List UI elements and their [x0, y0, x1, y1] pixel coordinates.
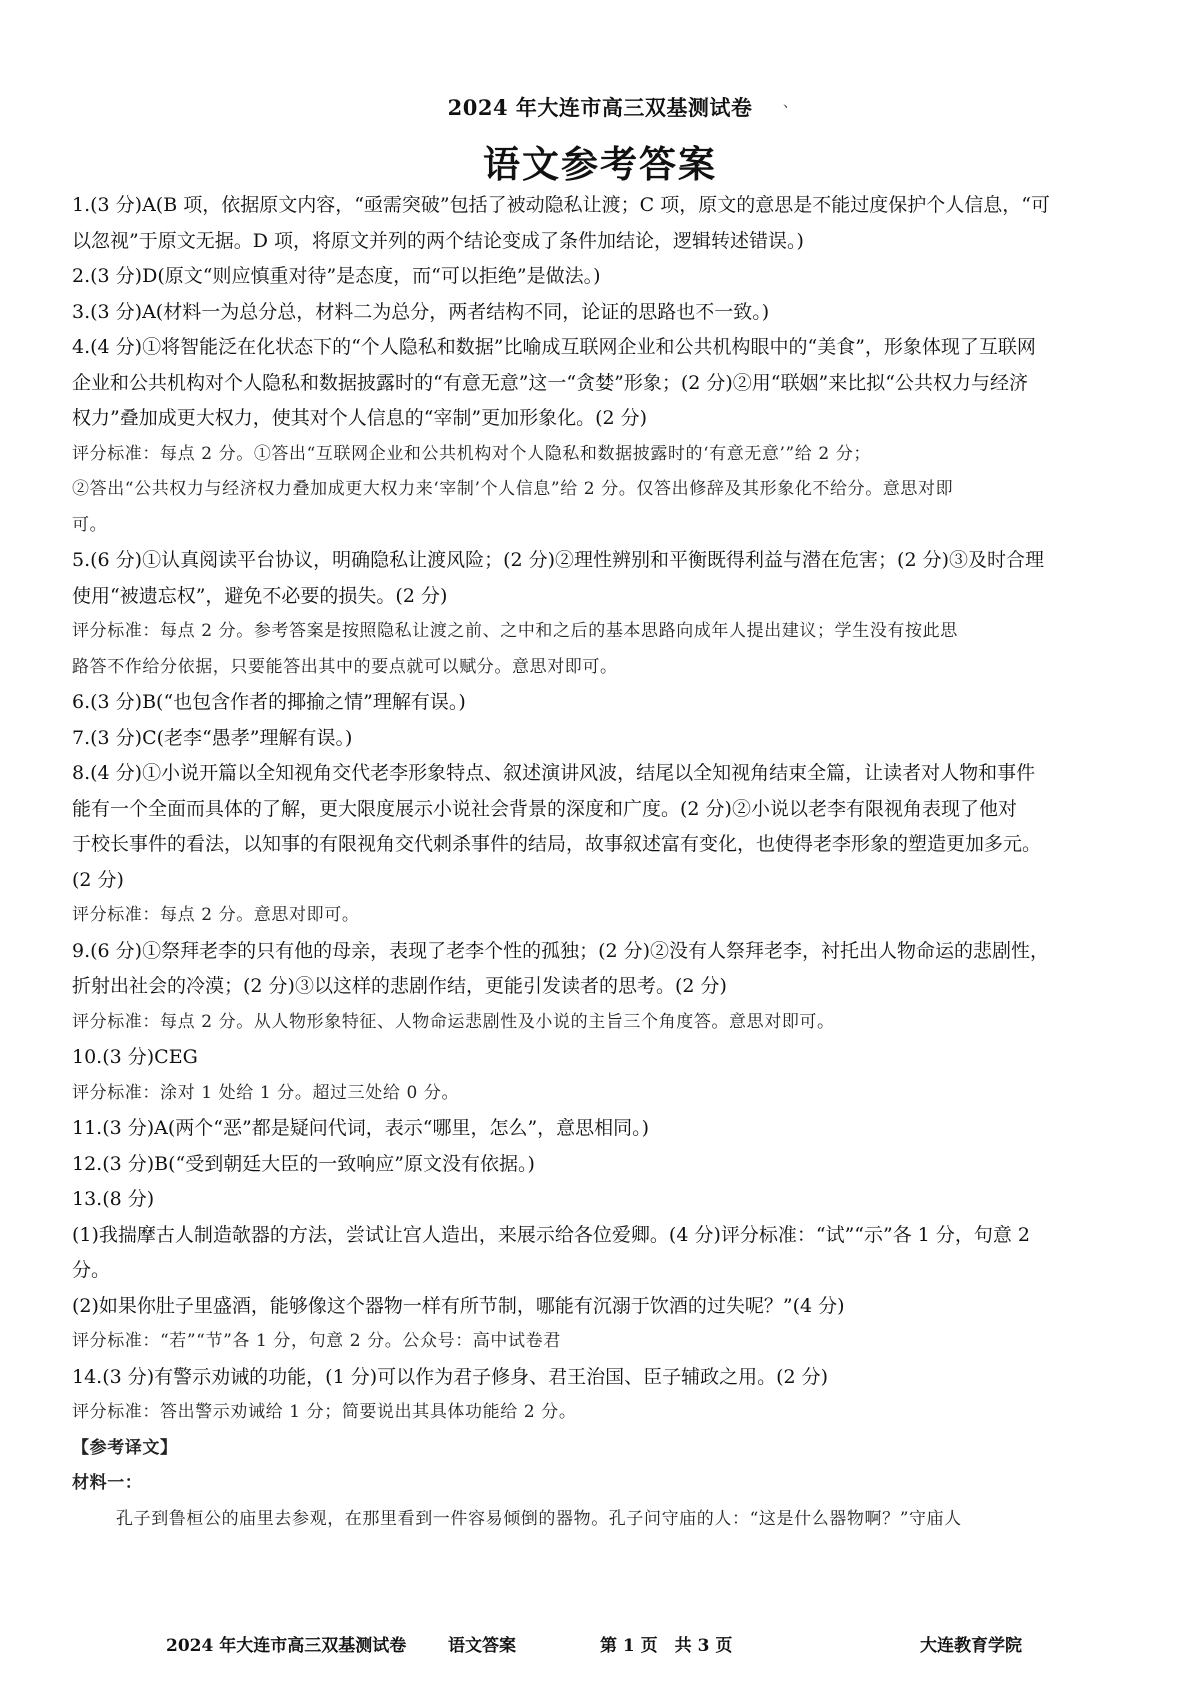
- scoring-standard-line: 评分标准：涂对 1 处给 1 分。超过三处给 0 分。: [72, 1082, 460, 1103]
- answer-line: 12.(3 分)B(“受到朝廷大臣的一致响应”原文没有依据。): [72, 1152, 535, 1175]
- answer-line: 企业和公共机构对个人隐私和数据披露时的“有意无意”这一“贪婪”形象；(2 分)②用“联姻”来比拟“公共权力与经济: [72, 371, 1028, 394]
- scoring-standard-line: 评分标准：“若”“节”各 1 分，句意 2 分。公众号：高中试卷君: [72, 1331, 561, 1351]
- page-footer: [0, 1631, 1200, 1661]
- answer-line: 6.(3 分)B(“也包含作者的揶揄之情”理解有误。): [72, 691, 466, 713]
- answer-line: 分。: [72, 1259, 111, 1281]
- answer-line: 5.(6 分)①认真阅读平台协议，明确隐私让渡风险；(2 分)②理性辨别和平衡既得利益与潜在危害；(2 分)③及时合理: [72, 549, 1044, 571]
- footer-organization: 大连教育学院: [920, 1636, 1022, 1656]
- scoring-standard-line: ②答出“公共权力与经济权力叠加成更大权力来‘宰制’个人信息”给 2 分。仅答出修辞及其形象化不给分。意思对即: [72, 479, 954, 499]
- section-subheading: 材料一：: [72, 1473, 143, 1493]
- answer-line: 于校长事件的看法，以知事的有限视角交代刺杀事件的结局，故事叙述富有变化，也使得老李形象的塑造更加多元。: [72, 833, 1042, 855]
- answer-content: [72, 188, 1130, 1537]
- answer-line: 使用“被遗忘权”，避免不必要的损失。(2 分): [72, 584, 448, 607]
- document-title: 语文参考答案: [483, 142, 717, 186]
- answer-line: 能有一个全面而具体的了解，更大限度展示小说社会背景的深度和广度。(2 分)②小说以老李有限视角表现了他对: [72, 797, 1017, 820]
- answer-line: 折射出社会的冷漠；(2 分)③以这样的悲剧作结，更能引发读者的思考。(2 分): [72, 975, 727, 997]
- answer-line: 权力”叠加成更大权力，使其对个人信息的“宰制”更加形象化。(2 分): [72, 407, 648, 429]
- answer-line: 1.(3 分)A(B 项，依据原文内容，“亟需突破”包括了被动隐私让渡；C 项，原文的意思是不能过度保护个人信息，“可: [72, 194, 1050, 216]
- scoring-standard-line: 评分标准：答出警示劝诫给 1 分；简要说出其具体功能给 2 分。: [72, 1402, 577, 1422]
- answer-line: 14.(3 分)有警示劝诫的功能，(1 分)可以作为君子修身、君王治国、臣子辅政之用。(2 分): [72, 1365, 829, 1388]
- scoring-standard-line: 评分标准：每点 2 分。意思对即可。: [72, 905, 360, 925]
- section-heading: 【参考译文】: [72, 1437, 178, 1458]
- answer-line: 以忽视”于原文无据。D 项，将原文并列的两个结论变成了条件加结论，逻辑转述错误。): [72, 229, 804, 252]
- footer-subject: 语文答案: [448, 1636, 516, 1656]
- answer-line: (1)我揣摩古人制造欹器的方法，尝试让宫人造出，来展示给各位爱卿。(4 分)评分标准：“试”“示”各 1 分，句意 2: [72, 1223, 1031, 1246]
- answer-line: 7.(3 分)C(老李“愚孝”理解有误。): [72, 726, 353, 749]
- footer-exam: 2024 年大连市高三双基测试卷: [166, 1636, 407, 1656]
- answer-line: (2 分): [72, 868, 124, 891]
- header-mark: 、: [783, 95, 797, 111]
- scoring-standard-line: 评分标准：每点 2 分。①答出“互联网企业和公共机构对个人隐私和数据披露时的‘有意无意’”给 2 分；: [72, 443, 872, 464]
- answer-line: 13.(8 分): [72, 1188, 155, 1210]
- answer-line: 10.(3 分)CEG: [72, 1046, 198, 1068]
- translation-paragraph: 孔子到鲁桓公的庙里去参观，在那里看到一件容易倾倒的器物。孔子问守庙的人：“这是什么器物啊？”守庙人: [116, 1508, 962, 1529]
- answer-line: 4.(4 分)①将智能泛在化状态下的“个人隐私和数据”比喻成互联网企业和公共机构眼中的“美食”，形象体现了互联网: [72, 336, 1036, 358]
- answer-line: 11.(3 分)A(两个“恶”都是疑问代词，表示“哪里，怎么”，意思相同。): [72, 1117, 650, 1139]
- answer-line: 9.(6 分)①祭拜老李的只有他的母亲，表现了老李个性的孤独；(2 分)②没有人祭拜老李，衬托出人物命运的悲剧性，: [72, 939, 1050, 962]
- scoring-standard-line: 可。: [72, 514, 108, 535]
- scoring-standard-line: 路答不作给分依据，只要能答出其中的要点就可以赋分。意思对即可。: [72, 656, 618, 677]
- scoring-standard-line: 评分标准：每点 2 分。参考答案是按照隐私让渡之前、之中和之后的基本思路向成年人提出建议；学生没有按此思: [72, 621, 958, 641]
- answer-line: 8.(4 分)①小说开篇以全知视角交代老李形象特点、叙述演讲风波，结尾以全知视角结束全篇，让读者对人物和事件: [72, 762, 1036, 784]
- exam-title: 2024 年大连市高三双基测试卷: [447, 95, 753, 120]
- scoring-standard-line: 评分标准：每点 2 分。从人物形象特征、人物命运悲剧性及小说的主旨三个角度答。意思对即可。: [72, 1011, 835, 1032]
- answer-line: (2)如果你肚子里盛酒，能够像这个器物一样有所节制，哪能有沉溺于饮酒的过失呢？”(4 分): [72, 1294, 845, 1317]
- footer-page-number: 第 1 页 共 3 页: [600, 1636, 733, 1656]
- answer-line: 2.(3 分)D(原文“则应慎重对待”是态度，而“可以拒绝”是做法。): [72, 265, 601, 287]
- answer-line: 3.(3 分)A(材料一为总分总，材料二为总分，两者结构不同，论证的思路也不一致。): [72, 300, 770, 323]
